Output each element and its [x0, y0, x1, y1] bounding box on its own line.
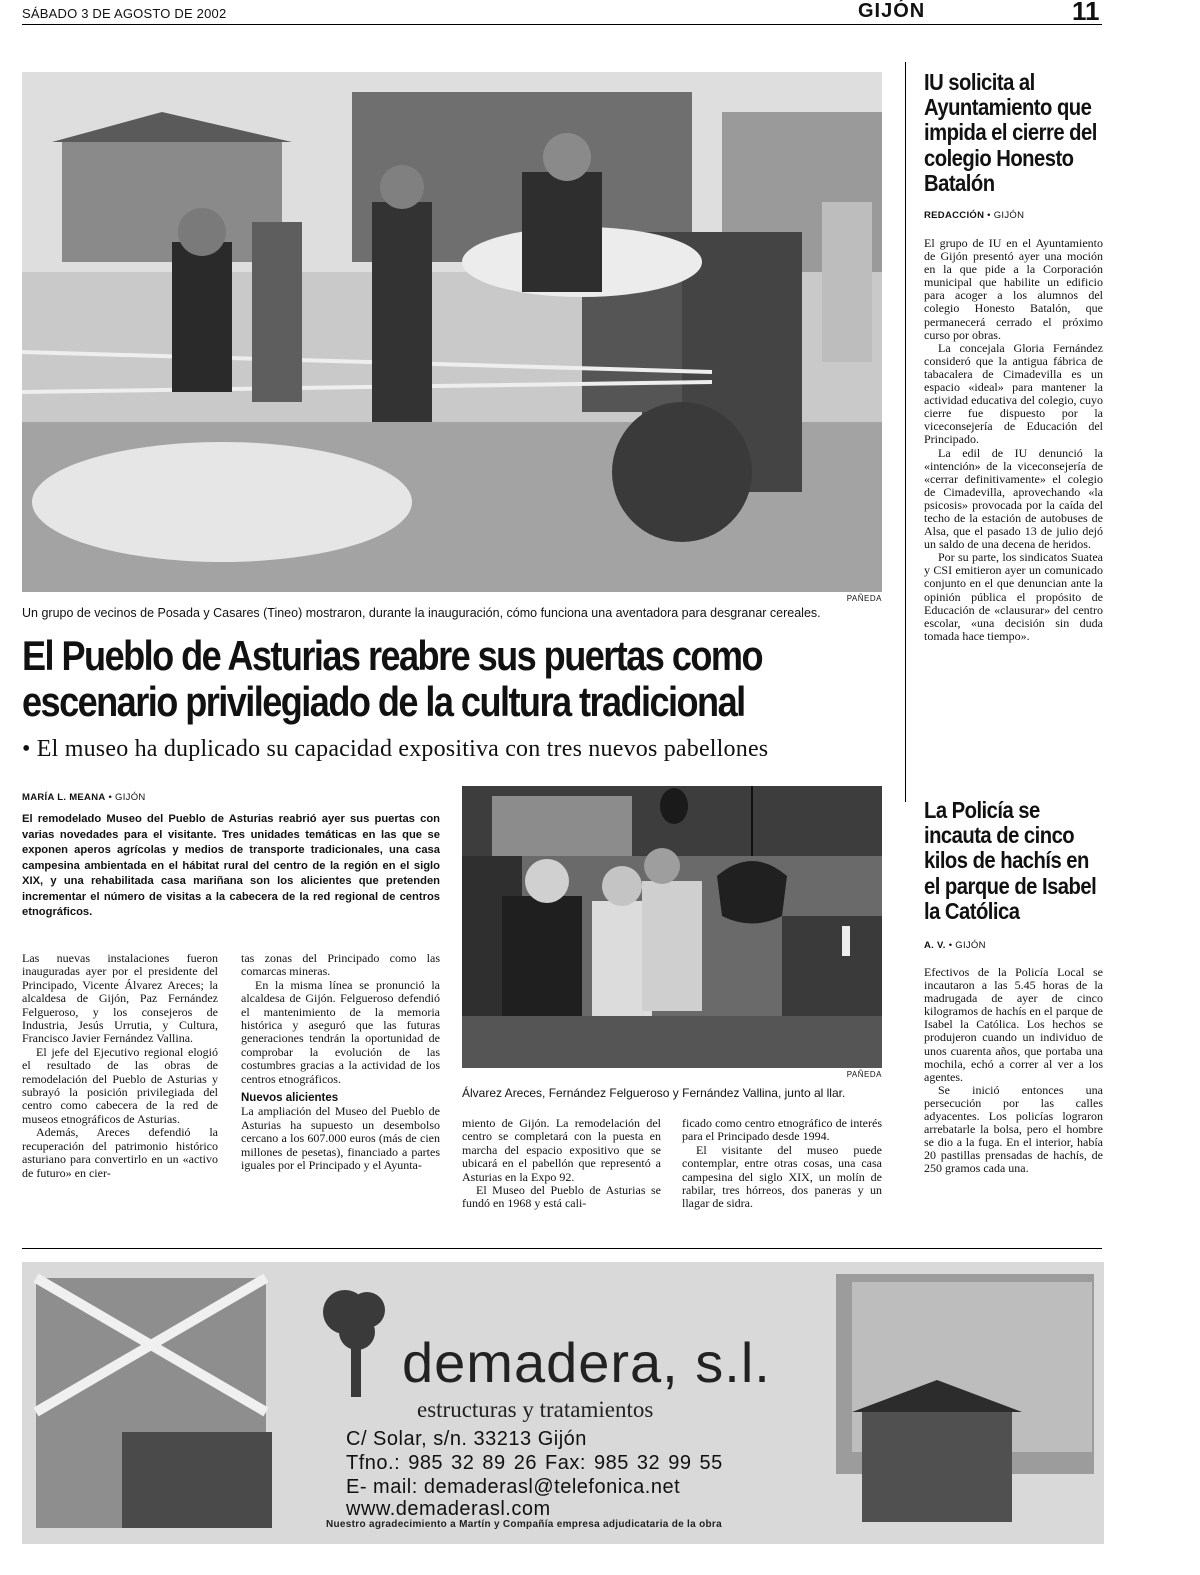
ad-thanks: Nuestro agradecimiento a Martín y Compañía empresa adjudicataria de la obra	[326, 1519, 722, 1530]
side1-byline-author: REDACCIÓN	[924, 210, 985, 221]
body-column-2	[241, 952, 440, 1173]
col2-subhead: Nuevos alicientes	[241, 1092, 339, 1105]
side1-byline-place: • GIJÓN	[984, 210, 1025, 221]
main-byline-place: • GIJÓN	[105, 792, 146, 803]
fireplace-photo	[462, 786, 882, 1068]
col2-paragraph-1: tas zonas del Principado como las comarcas mineras.	[241, 951, 440, 979]
main-photo	[22, 72, 882, 592]
ad-website[interactable]: www.demaderasl.com	[346, 1498, 551, 1520]
photo2-caption: Álvarez Areces, Fernández Felgueroso y Fernández Vallina, junto al llar.	[462, 1086, 846, 1100]
side2-byline	[924, 940, 986, 951]
side1-paragraph-2: La concejala Gloria Fernández consideró que la antigua fábrica de tabacalera de Cimadevilla es un espacio «ideal» para mantener la actividad educativa del colegio, cuyo cierre fue dispuesto por la viceconsejería de Educación del Principado.	[924, 340, 1103, 447]
article-lead: El remodelado Museo del Pueblo de Asturias reabrió ayer sus puertas con varias novedades para el visitante. Tres unidades temáticas en las que se exponen aperos agrícolas y medios de transporte tradicionales, una casa campesina ambientada en el hábitat rural del centro de la región en el siglo XIX, y una rehabilitada casa mariñana son los alicientes que pretenden incrementar el número de visitas a la cabecera de la red regional de centros etnográficos.	[22, 813, 440, 918]
side1-paragraph-4: Por su parte, los sindicatos Suatea y CSI emitieron ayer un comunicado conjunto en el que denuncian ante la opinión pública el propósito de Educación de «clausurar» del centro escolar, «una decisión sin duda tomada hace tiempo».	[924, 550, 1103, 643]
photo1-caption: Un grupo de vecinos de Posada y Casares (Tineo) mostraron, durante la inauguración, cómo funciona una aventadora para desgranar cereales.	[22, 606, 821, 620]
photo2-credit: PAÑEDA	[846, 1070, 882, 1079]
side1-body	[924, 237, 1103, 643]
header-date: SÁBADO 3 DE AGOSTO DE 2002	[22, 6, 227, 21]
main-byline	[22, 792, 146, 803]
header-section: GIJÓN	[858, 0, 926, 22]
column-rule	[905, 62, 906, 802]
advertisement	[22, 1262, 1104, 1544]
body-column-4	[682, 1117, 882, 1211]
threshing-scene-image	[22, 72, 882, 592]
col1-paragraph-2: El jefe del Ejecutivo regional elogió el resultado de las obras de remodelación del Pueblo de Asturias y subrayó la posición privilegiada del centro como cabecera de la red de museos etnográficos de Asturias.	[22, 1044, 218, 1126]
ad-address: C/ Solar, s/n. 33213 Gijón	[346, 1428, 587, 1450]
body-column-1	[22, 952, 218, 1180]
side1-headline: IU solicita al Ayuntamiento que impida el cierre del colegio Honesto Batalón	[924, 69, 1097, 196]
tree-logo-icon	[305, 1282, 405, 1402]
side2-body	[924, 966, 1103, 1176]
side2-byline-place: • GIJÓN	[945, 940, 986, 951]
side2-paragraph-2: Se inició entonces una persecución por las calles adyacentes. Los policías lograron arrebatarle la bolsa, pero el hombre se dio a la fuga. En el interior, había 20 pastillas prensadas de hachís, de 250 gramos cada una.	[924, 1082, 1103, 1176]
side1-paragraph-3: La edil de IU denunció la «intención» de la viceconsejería de «cerrar definitivamente» el colegio de Cimadevilla, aprovechando «la psicosis» provocada por la caída del techo de la estación de autobuses de Alsa, que el pasado 13 de julio dejó un saldo de una decena de heridos.	[924, 445, 1103, 552]
col2-paragraph-2: En la misma línea se pronunció la alcaldesa de Gijón. Felgueroso defendió el mantenimiento de la memoria histórica y aseguró que las futuras generaciones tendrán la oportunidad de comprobar la evolución de las costumbres gracias a la actividad de los centros etnográficos.	[241, 977, 440, 1086]
col3-paragraph-1: miento de Gijón. La remodelación del centro se completará con la puesta en marcha del espacio expositivo que se ubicará en el pabellón que representó a Asturias en la Expo 92.	[462, 1116, 661, 1184]
side2-headline: La Policía se incauta de cinco kilos de hachís en el parque de Isabel la Católica	[924, 797, 1097, 924]
fireplace-scene-image	[462, 786, 882, 1068]
ad-phones: Tfno.: 985 32 89 26 Fax: 985 32 99 55	[346, 1452, 723, 1474]
col1-paragraph-3: Además, Areces defendió la recuperación del patrimonio histórico asturiano para convertirlo en un «activo de futuro» en cier-	[22, 1125, 218, 1180]
ad-brand: demadera, s.l.	[402, 1331, 771, 1394]
col2-paragraph-3: La ampliación del Museo del Pueblo de Asturias ha supuesto un desembolso cercano a los 607.000 euros (más de cien millones de pesetas), financiado a partes iguales por el Principado y el Ayunta-	[241, 1104, 440, 1173]
col3-paragraph-2: El Museo del Pueblo de Asturias se fundó en 1968 y está cali-	[462, 1183, 661, 1211]
side2-paragraph-1: Efectivos de la Policía Local se incautaron a las 5.45 horas de la madrugada de ayer de cinco kilogramos de hachís en el parque de Isabel la Católica. Los hechos se produjeron cuando un individuo de unos cuarenta años, que portaba una mochila, echó a correr al ver a los agentes.	[924, 965, 1103, 1084]
main-byline-author: MARÍA L. MEANA	[22, 792, 106, 803]
headline-line2: escenario privilegiado de la cultura tradicional	[22, 678, 745, 725]
photo1-credit: PAÑEDA	[846, 594, 882, 603]
col1-paragraph-1: Las nuevas instalaciones fueron inauguradas ayer por el presidente del Principado, Vicente Álvarez Areces; la alcaldesa de Gijón, Paz Fernández Felgueroso, y los consejeros de Industria, Jesús Urrutia, y Cultura, Francisco Javier Fernández Vallina.	[22, 951, 218, 1046]
side1-byline	[924, 210, 1024, 221]
ad-rule	[22, 1248, 1102, 1249]
ad-slogan: estructuras y tratamientos	[417, 1397, 654, 1422]
ad-email[interactable]: E- mail: demaderasl@telefonica.net	[346, 1476, 681, 1498]
side2-byline-author: A. V.	[924, 940, 946, 951]
subheadline: • El museo ha duplicado su capacidad expositiva con tres nuevos pabellones	[22, 736, 769, 762]
headline-line1: El Pueblo de Asturias reabre sus puertas como	[22, 632, 762, 679]
col4-paragraph-2: El visitante del museo puede contemplar, entre otras cosas, una casa campesina del siglo XIX, un molín de rabilar, tres hórreos, dos paneras y un llagar de sidra.	[682, 1142, 882, 1211]
body-column-3	[462, 1117, 661, 1211]
page-number: 11	[1072, 0, 1100, 26]
col4-paragraph-1: ficado como centro etnográfico de interés para el Principado desde 1994.	[682, 1116, 882, 1144]
side1-paragraph-1: El grupo de IU en el Ayuntamiento de Gijón presentó ayer una moción en la que pide a la Corporación municipal que habilite un edificio para acoger a los alumnos del colegio Honesto Batalón, que permanecerá cerrado el próximo curso por obras.	[924, 236, 1103, 342]
header-rule	[22, 24, 1102, 25]
